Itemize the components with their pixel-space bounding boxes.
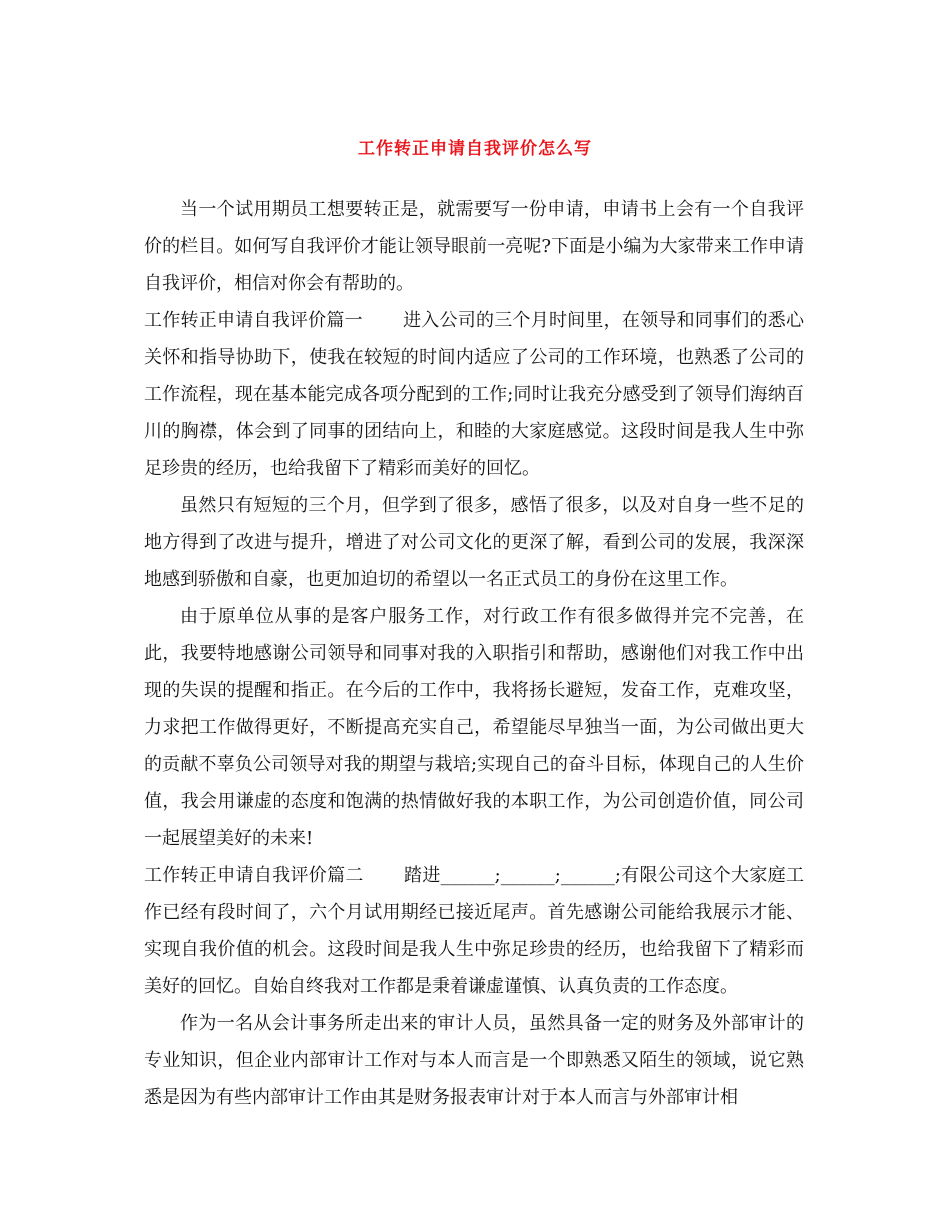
document-body: [144, 191, 804, 1116]
section-heading-two: 工作转正申请自我评价篇二: [144, 865, 364, 886]
section-one-text: 进入公司的三个月时间里，在领导和同事们的悉心关怀和指导协助下，使我在较短的时间内适应了公司的工作环境，也熟悉了公司的工作流程，现在基本能完成各项分配到的工作;同时让我充分感受到了领导们海纳百川的胸襟，体会到了同事的团结向上，和睦的大家庭感觉。这段时间是我人生中弥足珍贵的经历，也给我留下了精彩而美好的回忆。: [144, 310, 805, 479]
intro-paragraph: 当一个试用期员工想要转正是，就需要写一份申请，申请书上会有一个自我评价的栏目。如何写自我评价才能让领导眼前一亮呢?下面是小编为大家带来工作申请自我评价，相信对你会有帮助的。: [144, 199, 804, 294]
section-two-paragraph: [144, 857, 804, 1005]
document-title: 工作转正申请自我评价怎么写: [358, 139, 592, 159]
section-heading-one: 工作转正申请自我评价篇一: [144, 310, 363, 331]
section-one-paragraph: [144, 302, 804, 487]
section-two-text: 踏进______;______;______;有限公司这个大家庭工作已经有段时间了，六个月试用期经已接近尾声。首先感谢公司能给我展示才能、实现自我价值的机会。这段时间是我人生中弥足珍贵的经历，也给我留下了精彩而美好的回忆。自始自终我对工作都是秉着谦虚谨慎、认真负责的工作态度。: [144, 865, 804, 997]
body-paragraph: 作为一名从会计事务所走出来的审计人员，虽然具备一定的财务及外部审计的专业知识，但企业内部审计工作对与本人而言是一个即熟悉又陌生的领域，说它熟悉是因为有些内部审计工作由其是财务报表审计对于本人而言与外部审计相: [144, 1013, 804, 1108]
body-paragraph: 由于原单位从事的是客户服务工作，对行政工作有很多做得并完不完善，在此，我要特地感谢公司领导和同事对我的入职指引和帮助，感谢他们对我工作中出现的失误的提醒和指正。在今后的工作中，我将扬长避短，发奋工作，克难攻坚，力求把工作做得更好，不断提高充实自己，希望能尽早独当一面，为公司做出更大的贡献不辜负公司领导对我的期望与栽培;实现自己的奋斗目标，体现自己的人生价值，我会用谦虚的态度和饱满的热情做好我的本职工作，为公司创造价值，同公司一起展望美好的未来!: [144, 606, 804, 849]
body-paragraph: 虽然只有短短的三个月，但学到了很多，感悟了很多，以及对自身一些不足的地方得到了改进与提升，增进了对公司文化的更深了解，看到公司的发展，我深深地感到骄傲和自豪，也更加迫切的希望以一名正式员工的身份在这里工作。: [144, 495, 804, 590]
